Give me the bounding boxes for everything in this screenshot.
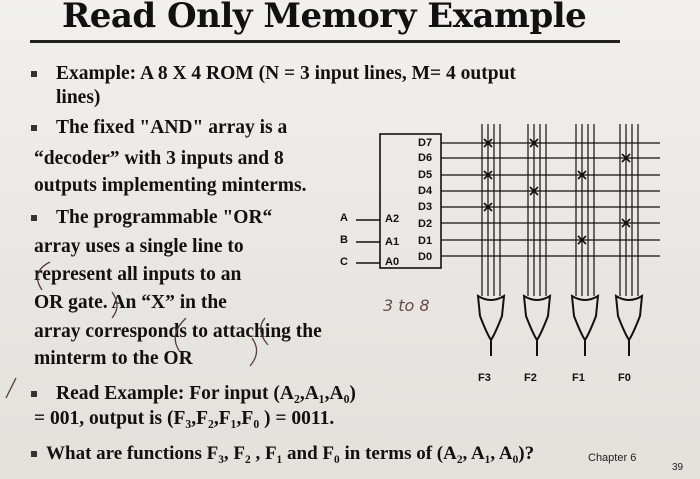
input-label-c: C <box>340 256 348 268</box>
page-title: Read Only Memory Example <box>62 0 587 36</box>
or-gates <box>478 296 642 356</box>
decoder-output-d1: D1 <box>418 235 433 247</box>
input-label-b: B <box>340 234 348 246</box>
bullet-2-line-2: “decoder” with 3 inputs and 8 <box>34 148 284 169</box>
output-label-f1: F1 <box>572 372 585 384</box>
decoder-output-d2: D2 <box>418 218 433 230</box>
decoder-output-d7: D7 <box>418 137 433 149</box>
decoder-input-a1: A1 <box>385 236 400 248</box>
decoder-output-d4: D4 <box>418 185 433 197</box>
decoder-input-a2: A2 <box>385 213 400 225</box>
bullet-3-line-6: minterm to the OR <box>34 348 193 369</box>
or-array-lines <box>482 124 638 296</box>
bullet-3-line-2: array uses a single line to <box>34 236 244 257</box>
output-label-f0: F0 <box>618 372 631 384</box>
decoder-output-d6: D6 <box>418 152 433 164</box>
bullet-1-line-2: lines) <box>56 87 101 108</box>
decoder-output-d0: D0 <box>418 251 433 263</box>
bullet-4-line-2: = 001, output is (F₃,F₂,F₁,F₀ ) = 0011. <box>34 408 335 429</box>
output-label-f2: F2 <box>524 372 537 384</box>
output-label-f3: F3 <box>478 372 491 384</box>
chapter-label: Chapter 6 <box>588 452 637 464</box>
bullet-3-line-3: represent all inputs to an <box>34 264 242 285</box>
bullet-3-line-5: array corresponds to attaching the <box>34 321 322 342</box>
bullet-2-line-3: outputs implementing minterms. <box>34 175 307 196</box>
handwritten-annotations <box>6 262 268 398</box>
decoder-output-d5: D5 <box>418 169 433 181</box>
input-label-a: A <box>340 212 348 224</box>
bullet-3-line-4: OR gate. An “X” in the <box>34 292 227 313</box>
page-number: 39 <box>672 462 684 473</box>
bullet-4-line-1: Read Example: For input (A₂,A₁,A₀) <box>56 383 356 404</box>
bullet-1-line-1: Example: A 8 X 4 ROM (N = 3 input lines, M= 4 output <box>56 63 516 84</box>
bullet-2-line-1: The fixed "AND" array is a <box>56 117 288 138</box>
bullet-5-line-1: What are functions F₃, F₂ , F₁ and F₀ in terms of (A₂, A₁, A₀)? <box>46 443 535 464</box>
decoder-output-d3: D3 <box>418 201 433 213</box>
bullet-3-line-1: The programmable "OR“ <box>56 207 273 228</box>
decoder-input-a0: A0 <box>385 256 400 268</box>
handwritten-note: 3 to 8 <box>383 296 430 315</box>
